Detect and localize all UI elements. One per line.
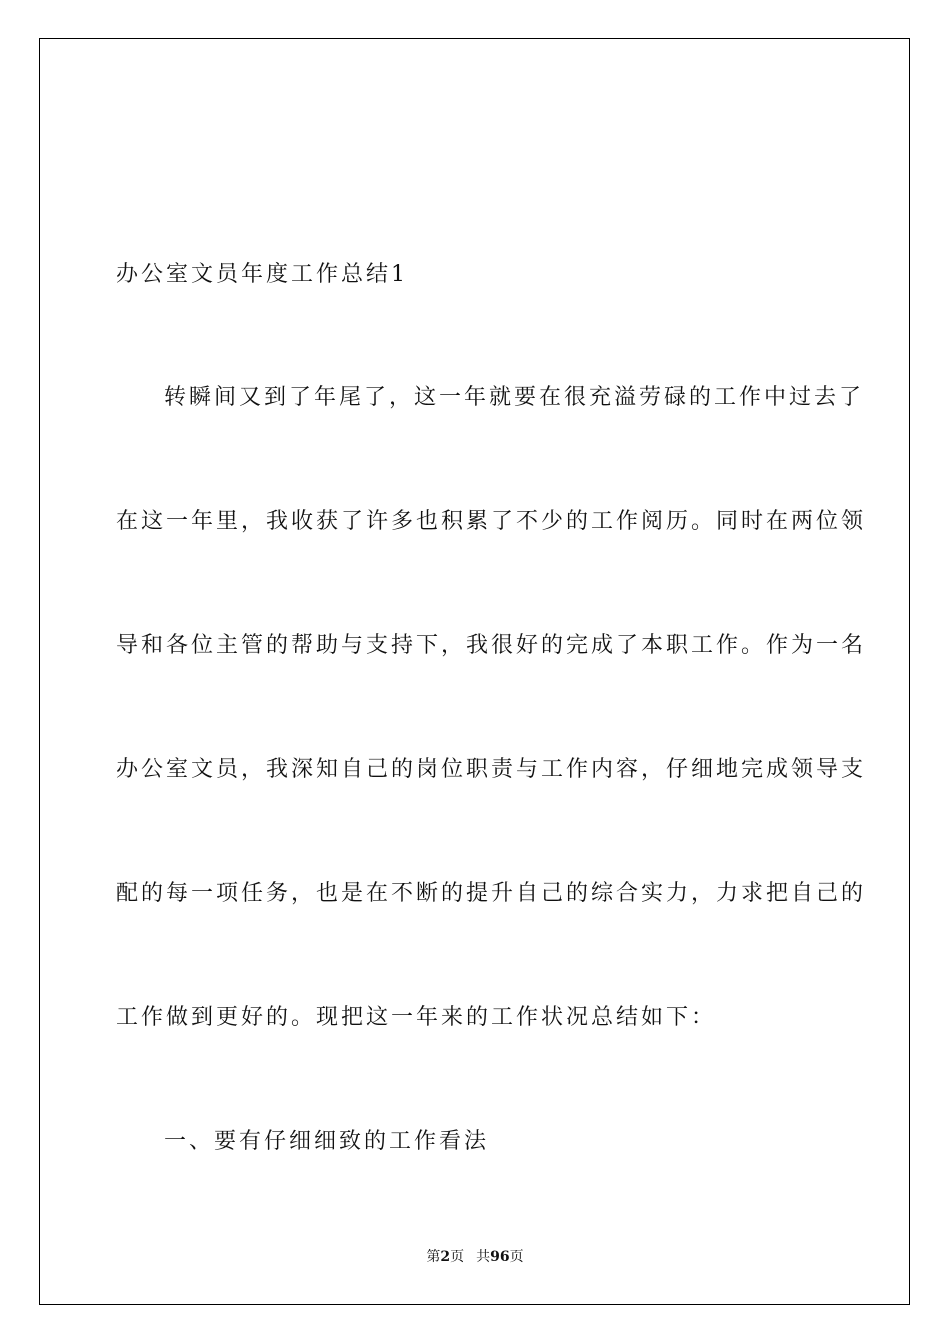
page-footer	[0, 1247, 950, 1267]
section-heading: 一、要有仔细细致的工作看法	[164, 1129, 490, 1154]
paragraph-line-1: 转瞬间又到了年尾了，这一年就要在很充溢劳碌的工作中过去了	[164, 385, 865, 410]
footer-total-pages: 96	[490, 1249, 510, 1265]
paragraph-line-2: 在这一年里，我收获了许多也积累了不少的工作阅历。同时在两位领	[116, 509, 867, 534]
paragraph-line-5: 配的每一项任务，也是在不断的提升自己的综合实力，力求把自己的	[116, 881, 867, 906]
footer-page-number: 2	[440, 1249, 451, 1265]
paragraph-line-6: 工作做到更好的。现把这一年来的工作状况总结如下：	[116, 1005, 717, 1030]
footer-total-suffix: 页	[509, 1249, 524, 1265]
footer-page-suffix: 页	[450, 1249, 465, 1265]
paragraph-line-3: 导和各位主管的帮助与支持下，我很好的完成了本职工作。作为一名	[116, 633, 867, 658]
footer-page-prefix: 第	[426, 1249, 441, 1265]
footer-total-prefix: 共	[476, 1249, 491, 1265]
document-title: 办公室文员年度工作总结1	[116, 262, 408, 287]
document-page	[39, 38, 910, 1305]
paragraph-line-4: 办公室文员，我深知自己的岗位职责与工作内容，仔细地完成领导支	[116, 757, 867, 782]
